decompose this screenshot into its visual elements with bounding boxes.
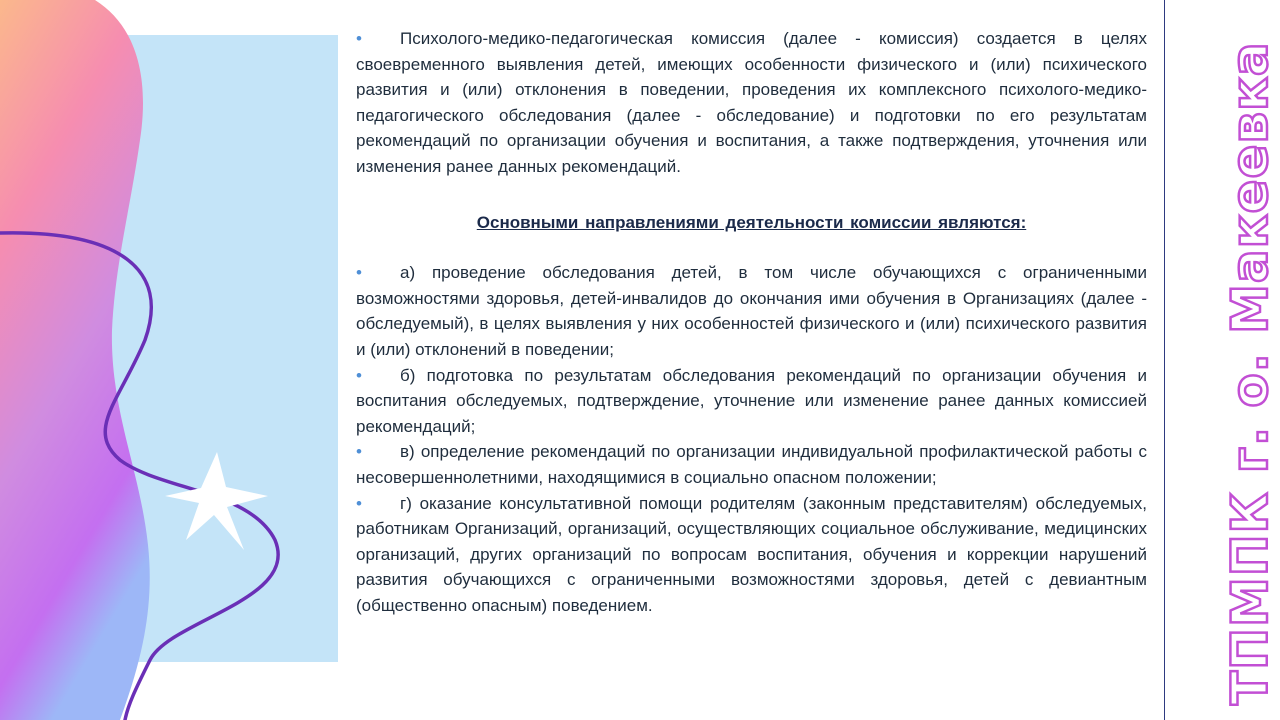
vertical-divider [1164, 0, 1165, 720]
intro-paragraph [356, 26, 1147, 180]
decorative-gradient-shape [0, 0, 340, 720]
direction-item-a [356, 260, 1147, 362]
bullet-icon: • [356, 263, 362, 283]
section-heading: Основными направлениями деятельности комиссии являются: [476, 212, 1027, 232]
direction-text: г) оказание консультативной помощи родителям (законным представителям) обследуемых, работникам Организаций, организаций, осуществляющих социальное обслуживание, медицинских организаций, других организаций по вопросам воспитания, обучения и коррекции нарушений развития обучающихся с ограниченными возможностями здоровья, детей с девиантным (общественно опасным) поведением. [356, 493, 1147, 615]
direction-item-c [356, 439, 1147, 490]
direction-item-b [356, 363, 1147, 440]
bullet-icon: • [356, 493, 362, 513]
bullet-icon: • [356, 442, 362, 462]
vertical-title: ТПМПК г. о. Макеевка [1221, 41, 1279, 705]
intro-paragraph-text: Психолого-медико-педагогическая комиссия (далее - комиссия) создается в целях своевременного выявления детей, имеющих особенности физического и (или) психического развития и (или) отклонения в поведении, проведения их комплексного психолого-медико-педагогического обследования (далее - обследование) и подготовки по его результатам рекомендаций по организации обучения и воспитания, а также подтверждения, уточнения или изменения ранее данных рекомендаций. [356, 29, 1147, 176]
main-text-content [356, 26, 1147, 618]
bullet-icon: • [356, 29, 362, 48]
direction-text: б) подготовка по результатам обследования рекомендаций по организации обучения и воспитания обследуемых, подтверждение, уточнение или изменение ранее данных комиссией рекомендаций; [356, 365, 1147, 436]
direction-text: в) определение рекомендаций по организации индивидуальной профилактической работы с несовершеннолетними, находящимися в социально опасном положении; [356, 442, 1147, 487]
direction-text: а) проведение обследования детей, в том числе обучающихся с ограниченными возможностями здоровья, детей-инвалидов до окончания ими обучения в Организациях (далее - обследуемый), в целях выявления у них особенностей физического и (или) психического развития и (или) отклонений в поведении; [356, 263, 1147, 359]
star-icon [165, 452, 268, 550]
bullet-icon: • [356, 365, 362, 385]
direction-item-d [356, 491, 1147, 619]
